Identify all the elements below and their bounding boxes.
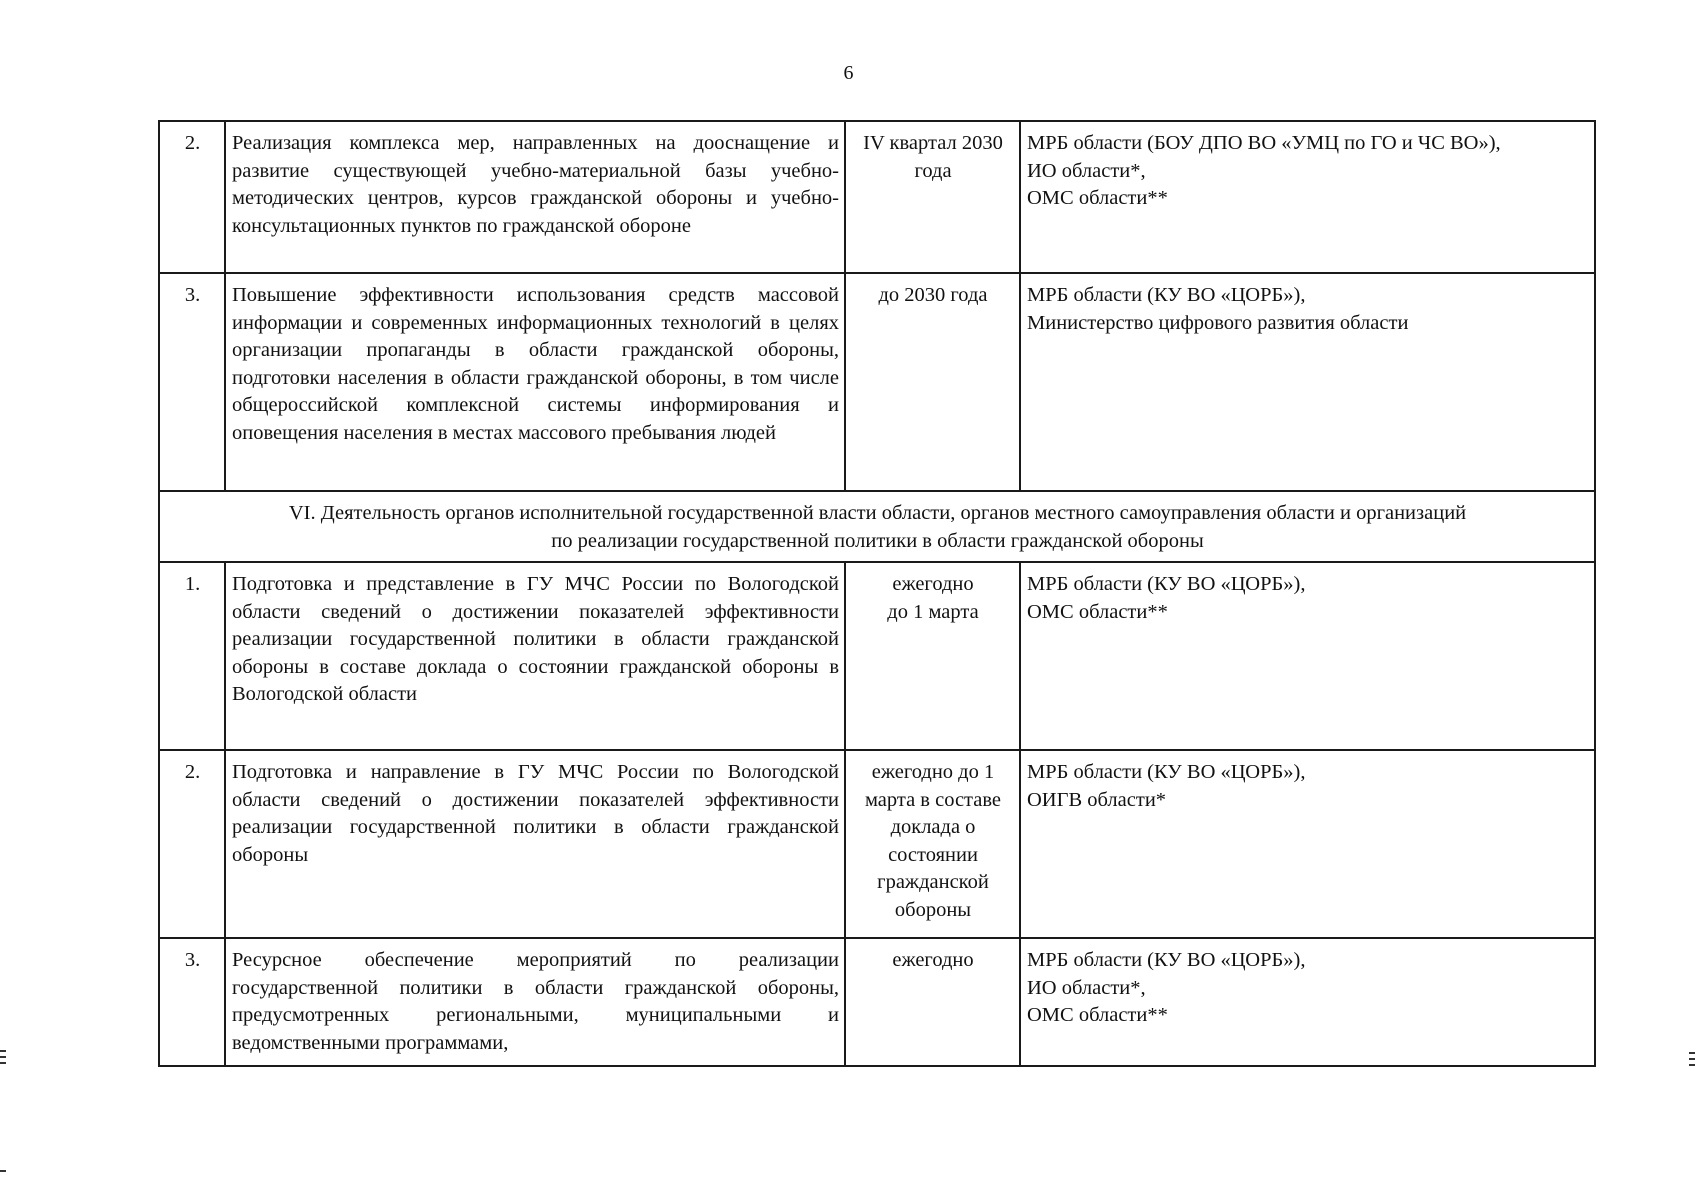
table-row bbox=[159, 562, 1595, 750]
measure-description: Реализация комплекса мер, направленных на дооснащение и развитие существующей учебно-материальной базы учебно-методических центров, курсов гражданской обороны и учебно-консультационных пунктов по гражданской обороне bbox=[225, 121, 845, 273]
responsible-line: ОМС области** bbox=[1027, 187, 1168, 209]
measure-term: ежегодно bbox=[845, 938, 1020, 1066]
measures-table bbox=[158, 120, 1596, 1067]
table-row bbox=[159, 750, 1595, 938]
scan-margin-mark-left bbox=[0, 1050, 6, 1068]
measure-responsible bbox=[1020, 938, 1595, 1066]
section-heading-line: по реализации государственной политики в области гражданской обороны bbox=[551, 529, 1204, 552]
responsible-line: МРБ области (КУ ВО «ЦОРБ»), bbox=[1027, 573, 1306, 595]
section-heading-line: VI. Деятельность органов исполнительной государственной власти области, органов местного самоуправления области и организаций bbox=[288, 502, 1467, 524]
section-header-row bbox=[159, 491, 1595, 562]
responsible-line: МРБ области (КУ ВО «ЦОРБ»), bbox=[1027, 761, 1306, 783]
page-number: 6 bbox=[843, 62, 854, 84]
term-line: до 1 марта bbox=[887, 600, 979, 623]
table-row bbox=[159, 121, 1595, 273]
table-row bbox=[159, 273, 1595, 491]
term-line: ежегодно bbox=[892, 573, 974, 595]
measure-description: Подготовка и представление в ГУ МЧС России по Вологодской области сведений о достижении показателей эффективности реализации государственной политики в области гражданской обороны в составе доклада о состоянии гражданской обороны в Вологодской области bbox=[225, 562, 845, 750]
measure-description: Подготовка и направление в ГУ МЧС России по Вологодской области сведений о достижении показателей эффективности реализации государственной политики в области гражданской обороны bbox=[225, 750, 845, 938]
row-number: 1. bbox=[159, 562, 225, 750]
scan-margin-mark-right bbox=[1689, 1052, 1695, 1070]
responsible-line: Министерство цифрового развития области bbox=[1027, 311, 1409, 334]
responsible-line: МРБ области (БОУ ДПО ВО «УМЦ по ГО и ЧС ВО»), bbox=[1027, 132, 1501, 154]
responsible-line: ОМС области** bbox=[1027, 1004, 1168, 1026]
measure-term: до 2030 года bbox=[845, 273, 1020, 491]
table-row bbox=[159, 938, 1595, 1066]
measure-term: IV квартал 2030 года bbox=[845, 121, 1020, 273]
responsible-line: ОМС области** bbox=[1027, 600, 1168, 623]
row-number: 3. bbox=[159, 938, 225, 1066]
row-number: 2. bbox=[159, 121, 225, 273]
measure-responsible bbox=[1020, 121, 1595, 273]
responsible-line: ИО области*, bbox=[1027, 159, 1146, 182]
measure-responsible bbox=[1020, 273, 1595, 491]
measure-term bbox=[845, 562, 1020, 750]
measure-responsible bbox=[1020, 562, 1595, 750]
responsible-line: ОИГВ области* bbox=[1027, 788, 1167, 811]
measure-term: ежегодно до 1 марта в составе доклада о состоянии гражданской обороны bbox=[845, 750, 1020, 938]
scan-margin-mark-left-low bbox=[0, 1170, 6, 1176]
measure-description: Ресурсное обеспечение мероприятий по реализации государственной политики в области гражданской обороны, предусмотренных региональными, муниципальными и ведомственными программами, bbox=[225, 938, 845, 1066]
section-heading bbox=[159, 491, 1595, 562]
responsible-line: МРБ области (КУ ВО «ЦОРБ»), bbox=[1027, 949, 1306, 971]
responsible-line: ИО области*, bbox=[1027, 976, 1146, 999]
measure-description: Повышение эффективности использования средств массовой информации и современных информационных технологий в целях организации пропаганды в области гражданской обороны, подготовки населения в области гражданской обороны, в том числе общероссийской комплексной системы информирования и оповещения населения в местах массового пребывания людей bbox=[225, 273, 845, 491]
responsible-line: МРБ области (КУ ВО «ЦОРБ»), bbox=[1027, 284, 1306, 306]
measure-responsible bbox=[1020, 750, 1595, 938]
row-number: 3. bbox=[159, 273, 225, 491]
row-number: 2. bbox=[159, 750, 225, 938]
